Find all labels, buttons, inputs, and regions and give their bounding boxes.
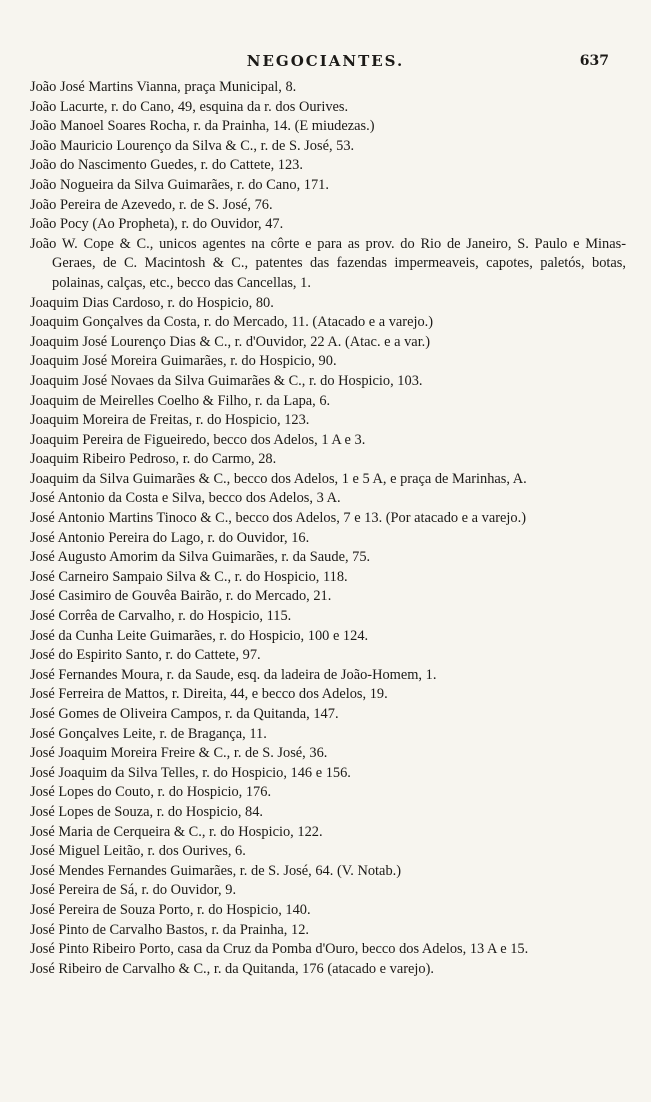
directory-entry: José Joaquim da Silva Telles, r. do Hospicio, 146 e 156. (30, 764, 351, 781)
directory-entries (30, 78, 626, 979)
directory-entry: Joaquim Moreira de Freitas, r. do Hospicio, 123. (30, 412, 310, 429)
directory-entry: José do Espirito Santo, r. do Cattete, 97. (30, 647, 261, 664)
directory-entry: Joaquim Pereira de Figueiredo, becco dos Adelos, 1 A e 3. (30, 431, 366, 448)
directory-entry: José Pereira de Sá, r. do Ouvidor, 9. (30, 882, 237, 899)
directory-entry: José Joaquim Moreira Freire & C., r. de S. José, 36. (30, 745, 328, 762)
directory-entry: José Pereira de Souza Porto, r. do Hospicio, 140. (30, 901, 311, 918)
directory-entry: José Pinto de Carvalho Bastos, r. da Prainha, 12. (30, 921, 309, 938)
directory-entry: José Antonio da Costa e Silva, becco dos Adelos, 3 A. (30, 490, 341, 507)
directory-entry: João Manoel Soares Rocha, r. da Prainha, 14. (E miudezas.) (30, 118, 375, 135)
directory-entry: José Miguel Leitão, r. dos Ourives, 6. (30, 843, 246, 860)
page-header (0, 52, 651, 76)
directory-entry: João José Martins Vianna, praça Municipal, 8. (30, 79, 297, 95)
directory-entry: Joaquim de Meirelles Coelho & Filho, r. da Lapa, 6. (30, 392, 331, 409)
directory-entry: José Maria de Cerqueira & C., r. do Hospicio, 122. (30, 823, 323, 840)
directory-entry: Joaquim Dias Cardoso, r. do Hospicio, 80. (30, 294, 274, 311)
directory-entry: José Lopes do Couto, r. do Hospicio, 176. (30, 784, 272, 801)
directory-entry: Joaquim José Novaes da Silva Guimarães & C., r. do Hospicio, 103. (30, 372, 423, 389)
directory-entry: João Pocy (Ao Propheta), r. do Ouvidor, 47. (30, 216, 284, 233)
directory-entry: José Antonio Pereira do Lago, r. do Ouvidor, 16. (30, 529, 310, 546)
directory-entry: João Mauricio Lourenço da Silva & C., r. de S. José, 53. (30, 137, 355, 154)
running-title: NEGOCIANTES. (246, 52, 405, 70)
directory-entry: José Corrêa de Carvalho, r. do Hospicio, 115. (30, 608, 292, 625)
directory-entry: José Casimiro de Gouvêa Bairão, r. do Mercado, 21. (30, 588, 332, 605)
directory-entry: Joaquim da Silva Guimarães & C., becco dos Adelos, 1 e 5 A, e praça de Marinhas, A. (30, 470, 527, 487)
directory-entry: João do Nascimento Guedes, r. do Cattete, 123. (30, 157, 303, 174)
directory-entry: José Fernandes Moura, r. da Saude, esq. da ladeira de João-Homem, 1. (30, 666, 437, 683)
directory-entry: José Ferreira de Mattos, r. Direita, 44, e becco dos Adelos, 19. (30, 686, 388, 703)
directory-entry: João Pereira de Azevedo, r. de S. José, 76. (30, 196, 273, 213)
directory-entry: José da Cunha Leite Guimarães, r. do Hospicio, 100 e 124. (30, 627, 369, 644)
directory-entry: José Lopes de Souza, r. do Hospicio, 84. (30, 803, 264, 820)
directory-entry: João W. Cope & C., unicos agentes na côrte e para as prov. do Rio de Janeiro, S. Paulo e Minas-Geraes, de C. Macintosh & C., patentes das fazendas impermeaveis, capotes, paletós, botas, polainas, calças, etc., becco das Cancellas, 1. (30, 235, 626, 291)
directory-entry: Joaquim José Lourenço Dias & C., r. d'Ouvidor, 22 A. (Atac. e a var.) (30, 333, 431, 350)
directory-entry: João Lacurte, r. do Cano, 49, esquina da r. dos Ourives. (30, 98, 349, 115)
directory-entry: Joaquim José Moreira Guimarães, r. do Hospicio, 90. (30, 353, 337, 370)
directory-entry: José Gomes de Oliveira Campos, r. da Quitanda, 147. (30, 706, 339, 722)
directory-entry: José Gonçalves Leite, r. de Bragança, 11. (30, 725, 267, 742)
directory-entry: José Carneiro Sampaio Silva & C., r. do Hospicio, 118. (30, 568, 348, 585)
directory-entry: José Augusto Amorim da Silva Guimarães, r. da Saude, 75. (30, 549, 371, 566)
directory-entry: José Mendes Fernandes Guimarães, r. de S. José, 64. (V. Notab.) (30, 862, 402, 879)
directory-entry: José Pinto Ribeiro Porto, casa da Cruz da Pomba d'Ouro, becco dos Adelos, 13 A e 15. (30, 941, 529, 958)
directory-entry: Joaquim Ribeiro Pedroso, r. do Carmo, 28. (30, 451, 277, 468)
directory-entry: José Antonio Martins Tinoco & C., becco dos Adelos, 7 e 13. (Por atacado e a varejo.) (30, 510, 526, 527)
directory-entry: José Ribeiro de Carvalho & C., r. da Quitanda, 176 (atacado e varejo). (30, 960, 435, 977)
directory-entry: João Nogueira da Silva Guimarães, r. do Cano, 171. (30, 176, 329, 193)
directory-entry: Joaquim Gonçalves da Costa, r. do Mercado, 11. (Atacado e a varejo.) (30, 314, 434, 331)
page-number: 637 (579, 53, 609, 69)
